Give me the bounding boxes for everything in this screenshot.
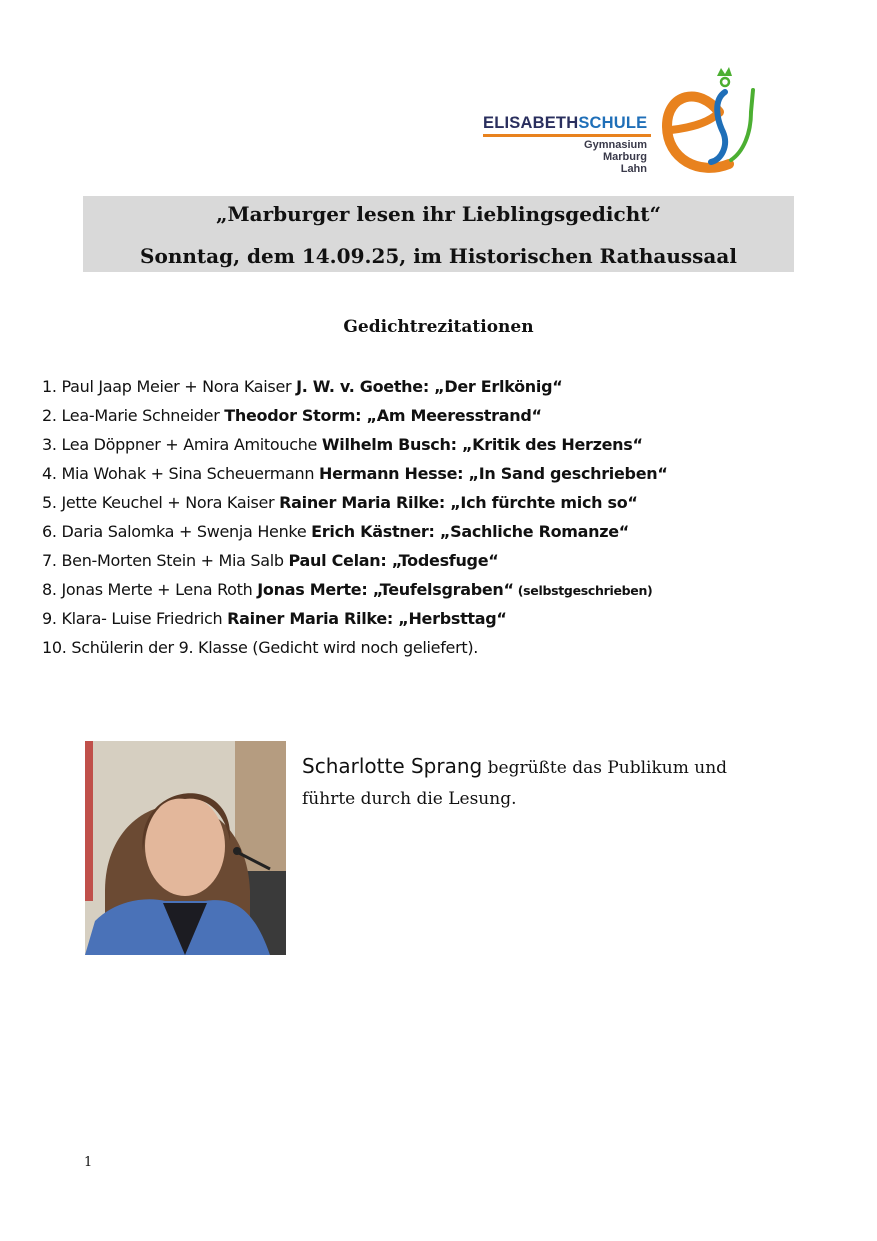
title-banner xyxy=(83,196,794,272)
host-caption xyxy=(302,751,782,815)
recital-item xyxy=(42,461,668,490)
logo-sub-line-2: Marburg xyxy=(603,151,647,163)
recital-readers: Jette Keuchel + Nora Kaiser xyxy=(61,493,280,512)
recital-item xyxy=(42,606,668,635)
logo-name-part1: ELISABETH xyxy=(483,114,579,132)
recital-poem: J. W. v. Goethe: „Der Erlkönig“ xyxy=(296,377,563,396)
host-name: Scharlotte Sprang xyxy=(302,754,483,778)
recital-poem: Rainer Maria Rilke: „Herbsttag“ xyxy=(227,609,507,628)
event-title: „Marburger lesen ihr Lieblingsgedicht“ xyxy=(216,202,661,226)
logo-wordmark xyxy=(483,114,647,133)
recital-item xyxy=(42,577,668,606)
recital-poem: Hermann Hesse: „In Sand geschrieben“ xyxy=(318,464,668,483)
recital-item xyxy=(42,490,668,519)
recital-number: 8. xyxy=(42,580,57,599)
recital-readers: Lea-Marie Schneider xyxy=(61,406,225,425)
recital-number: 6. xyxy=(42,522,57,541)
recital-readers: Schülerin der 9. Klasse (Gedicht wird noch geliefert). xyxy=(71,638,479,657)
event-date-venue: Sonntag, dem 14.09.25, im Historischen Rathaussaal xyxy=(140,244,737,268)
recital-note: (selbstgeschrieben) xyxy=(513,583,653,598)
page-number: 1 xyxy=(84,1155,93,1170)
recital-item xyxy=(42,519,668,548)
recital-number: 2. xyxy=(42,406,57,425)
logo-es-emblem-icon xyxy=(659,64,759,179)
logo-subtitle xyxy=(577,139,647,175)
recital-item xyxy=(42,432,668,461)
host-photo-image xyxy=(85,741,286,955)
recital-item xyxy=(42,548,668,577)
logo-sub-line-3: Lahn xyxy=(620,163,647,175)
recital-list xyxy=(42,374,668,664)
recital-readers: Lea Döppner + Amira Amitouche xyxy=(61,435,322,454)
recital-number: 10. xyxy=(42,638,67,657)
logo-name-part2: SCHULE xyxy=(578,114,648,132)
recital-poem: Theodor Storm: „Am Meeresstrand“ xyxy=(224,406,542,425)
host-photo xyxy=(85,741,286,955)
recital-number: 5. xyxy=(42,493,57,512)
recital-readers: Jonas Merte + Lena Roth xyxy=(61,580,258,599)
recital-item xyxy=(42,374,668,403)
recital-number: 3. xyxy=(42,435,57,454)
recital-number: 1. xyxy=(42,377,57,396)
section-heading: Gedichtrezitationen xyxy=(343,317,534,337)
recital-poem: Paul Celan: „Todesfuge“ xyxy=(288,551,499,570)
recital-number: 7. xyxy=(42,551,57,570)
recital-poem: Jonas Merte: „Teufelsgraben“ xyxy=(257,580,514,599)
recital-poem: Rainer Maria Rilke: „Ich fürchte mich so“ xyxy=(279,493,638,512)
recital-poem: Erich Kästner: „Sachliche Romanze“ xyxy=(311,522,630,541)
recital-readers: Ben-Morten Stein + Mia Salb xyxy=(61,551,289,570)
logo-sub-line-1: Gymnasium xyxy=(584,139,647,151)
recital-item xyxy=(42,403,668,432)
recital-readers: Klara- Luise Friedrich xyxy=(61,609,228,628)
recital-readers: Daria Salomka + Swenja Henke xyxy=(61,522,312,541)
logo-underline xyxy=(483,134,651,137)
recital-readers: Paul Jaap Meier + Nora Kaiser xyxy=(61,377,297,396)
recital-item xyxy=(42,635,668,664)
host-caption-text: begrüßte das Publikum und führte durch die Lesung. xyxy=(302,758,728,809)
recital-number: 9. xyxy=(42,609,57,628)
recital-number: 4. xyxy=(42,464,57,483)
recital-readers: Mia Wohak + Sina Scheuermann xyxy=(61,464,319,483)
recital-poem: Wilhelm Busch: „Kritik des Herzens“ xyxy=(321,435,643,454)
school-logo xyxy=(481,64,761,179)
